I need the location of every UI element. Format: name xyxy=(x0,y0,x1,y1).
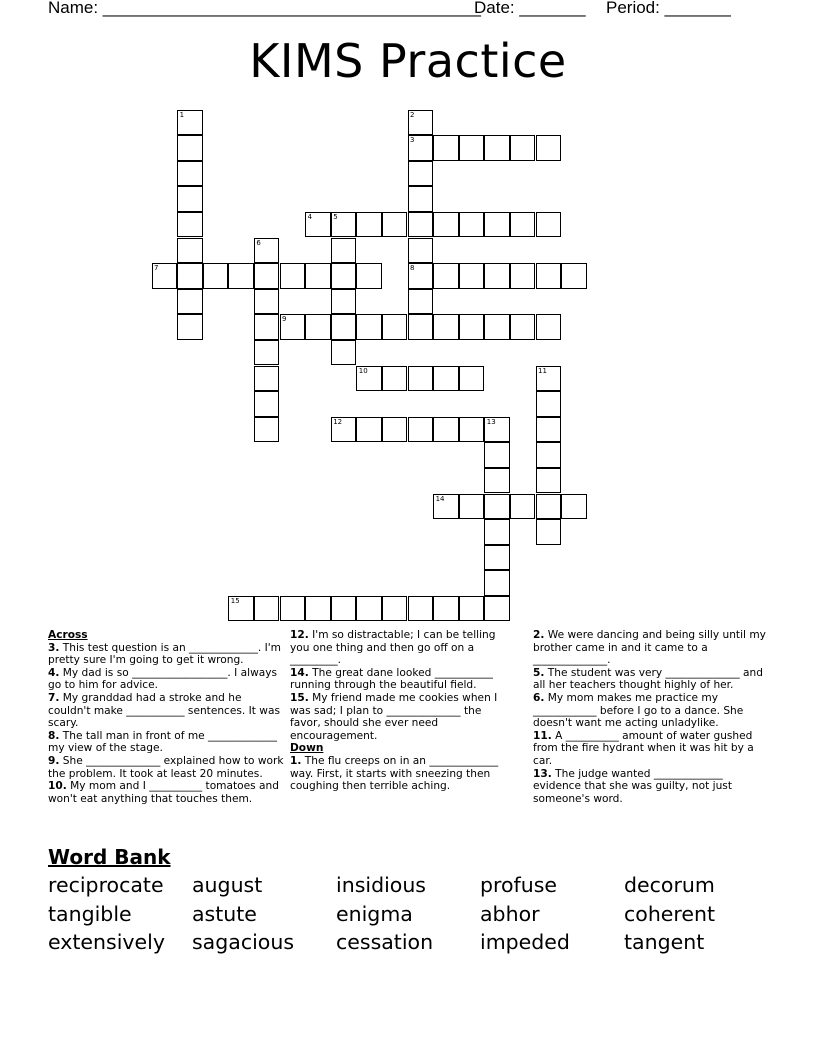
crossword-cell[interactable] xyxy=(536,314,562,340)
crossword-cell[interactable] xyxy=(484,212,510,238)
clue-number: 7 xyxy=(154,264,159,273)
crossword-cell[interactable] xyxy=(433,212,459,238)
crossword-cell[interactable] xyxy=(459,596,485,622)
crossword-cell[interactable] xyxy=(510,494,536,520)
crossword-cell[interactable] xyxy=(408,596,434,622)
crossword-cell[interactable] xyxy=(177,135,203,161)
crossword-cell[interactable] xyxy=(254,238,280,264)
crossword-cell[interactable] xyxy=(254,263,280,289)
word-bank-item: profuse xyxy=(480,873,558,897)
crossword-cell[interactable] xyxy=(177,314,203,340)
word-bank-item: insidious xyxy=(336,873,426,897)
crossword-cell[interactable] xyxy=(382,596,408,622)
word-bank-item: reciprocate xyxy=(48,873,164,897)
crossword-cell[interactable] xyxy=(408,238,434,264)
crossword-cell[interactable] xyxy=(408,110,434,136)
clue-number: 9 xyxy=(282,315,287,324)
clue-number: 12 xyxy=(333,417,343,426)
clue-number: 11 xyxy=(538,366,547,375)
page-title: KIMS Practice xyxy=(249,34,567,88)
crossword-cell[interactable] xyxy=(177,186,203,212)
crossword-cell[interactable] xyxy=(331,417,357,443)
clue-number: 8 xyxy=(410,264,415,273)
crossword-cell[interactable] xyxy=(254,391,280,417)
crossword-cell[interactable] xyxy=(408,212,434,238)
crossword-cell[interactable] xyxy=(510,263,536,289)
crossword-cell[interactable] xyxy=(536,494,562,520)
crossword-cell[interactable] xyxy=(484,442,510,468)
crossword-cell[interactable] xyxy=(177,110,203,136)
crossword-cell[interactable] xyxy=(305,212,331,238)
clue-down-13: 13. The judge wanted _____________ evidence that she was guilty, not just someone's word. xyxy=(533,767,732,805)
crossword-cell[interactable] xyxy=(536,135,562,161)
crossword-cell[interactable] xyxy=(536,417,562,443)
crossword-cell[interactable] xyxy=(459,135,485,161)
crossword-cell[interactable] xyxy=(331,314,357,340)
crossword-cell[interactable] xyxy=(484,570,510,596)
crossword-cell[interactable] xyxy=(484,314,510,340)
clue-number: 1 xyxy=(179,110,185,119)
crossword-cell[interactable] xyxy=(331,212,357,238)
word-bank-item: impeded xyxy=(480,930,570,954)
crossword-cell[interactable] xyxy=(408,314,434,340)
word-bank-item: extensively xyxy=(48,930,165,954)
crossword-cell[interactable] xyxy=(228,596,254,622)
crossword-cell[interactable] xyxy=(356,366,382,392)
crossword-cell[interactable] xyxy=(382,417,408,443)
word-bank-item: enigma xyxy=(336,902,413,926)
word-bank-item: august xyxy=(192,873,263,897)
crossword-cell[interactable] xyxy=(459,494,485,520)
crossword-cell[interactable] xyxy=(536,366,562,392)
word-bank-title: Word Bank xyxy=(48,845,171,869)
crossword-cell[interactable] xyxy=(536,442,562,468)
clue-across-8: 8. The tall man in front of me _____________ my view of the stage. xyxy=(48,729,277,755)
crossword-cell[interactable] xyxy=(280,596,306,622)
crossword-cell[interactable] xyxy=(459,212,485,238)
crossword-cell[interactable] xyxy=(433,263,459,289)
crossword-cell[interactable] xyxy=(331,238,357,264)
crossword-cell[interactable] xyxy=(408,263,434,289)
crossword-cell[interactable] xyxy=(484,468,510,494)
clue-across-3: 3. This test question is an _____________. I'm pretty sure I'm going to get it wrong. xyxy=(48,641,281,667)
clue-number: 5 xyxy=(333,212,338,221)
clues-column-3 xyxy=(533,629,767,805)
across-header: Across xyxy=(48,629,88,641)
clue-across-10: 10. My mom and I __________ tomatoes and won't eat anything that touches them. xyxy=(48,780,279,805)
crossword-cell[interactable] xyxy=(433,494,459,520)
crossword-cell[interactable] xyxy=(408,186,434,212)
clue-across-7: 7. My granddad had a stroke and he couldn't make ___________ sentences. It was scary. xyxy=(48,691,280,730)
crossword-cell[interactable] xyxy=(484,417,510,443)
crossword-cell[interactable] xyxy=(561,494,587,520)
crossword-cell[interactable] xyxy=(254,314,280,340)
name-field-label: Name: ________________________________________ xyxy=(48,0,481,17)
crossword-cell[interactable] xyxy=(177,161,203,187)
crossword-cell[interactable] xyxy=(459,263,485,289)
clue-number: 15 xyxy=(230,596,240,605)
crossword-cell[interactable] xyxy=(382,366,408,392)
clue-down-1: 1. The flu creeps on in an _____________ way. First, it starts with sneezing then coughing then terrible aching. xyxy=(290,754,499,793)
crossword-cell[interactable] xyxy=(408,417,434,443)
down-header: Down xyxy=(290,742,324,755)
crossword-cell[interactable] xyxy=(510,135,536,161)
word-bank-item: coherent xyxy=(624,902,716,926)
crossword-cell[interactable] xyxy=(356,596,382,622)
crossword-cell[interactable] xyxy=(152,263,178,289)
crossword-cell[interactable] xyxy=(484,263,510,289)
crossword-cell[interactable] xyxy=(331,340,357,366)
clues-column-2 xyxy=(290,629,514,793)
crossword-cell[interactable] xyxy=(254,289,280,315)
crossword-cell[interactable] xyxy=(408,161,434,187)
clue-number: 3 xyxy=(410,136,415,145)
clue-across-9: 9. She ______________ explained how to work the problem. It took at least 20 minutes. xyxy=(48,754,284,780)
crossword-cell[interactable] xyxy=(177,238,203,264)
crossword-cell[interactable] xyxy=(356,314,382,340)
crossword-cell[interactable] xyxy=(177,289,203,315)
clue-number: 13 xyxy=(486,417,496,426)
crossword-cell[interactable] xyxy=(356,212,382,238)
crossword-cell[interactable] xyxy=(536,519,562,545)
crossword-cell[interactable] xyxy=(280,314,306,340)
clue-down-2: 2. We were dancing and being silly until my brother came in and it came to a ______________. xyxy=(533,629,766,667)
clue-down-11: 11. A __________ amount of water gushed from the fire hydrant when it was hit by a car. xyxy=(533,729,754,767)
clues-column-1 xyxy=(48,629,284,805)
crossword-cell[interactable] xyxy=(331,263,357,289)
clue-across-12: 12. I'm so distractable; I can be telling you one thing and then go off on a _________. xyxy=(290,629,496,667)
clue-down-6: 6. My mom makes me practice my ____________ before I go to a dance. She doesn't want me acting unladylike. xyxy=(533,691,744,730)
crossword-cell[interactable] xyxy=(280,263,306,289)
crossword-cell[interactable] xyxy=(331,289,357,315)
crossword-cell[interactable] xyxy=(433,135,459,161)
crossword-cell[interactable] xyxy=(254,596,280,622)
crossword-cell[interactable] xyxy=(203,263,229,289)
crossword-cell[interactable] xyxy=(536,468,562,494)
crossword-cell[interactable] xyxy=(433,366,459,392)
crossword-cell[interactable] xyxy=(177,263,203,289)
crossword-cell[interactable] xyxy=(433,417,459,443)
word-bank-item: tangible xyxy=(48,902,132,926)
crossword-cell[interactable] xyxy=(356,263,382,289)
word-bank-item: decorum xyxy=(624,873,715,897)
crossword-cell[interactable] xyxy=(408,135,434,161)
period-field-label: Period: _______ xyxy=(606,0,731,17)
clue-number: 4 xyxy=(307,212,313,221)
crossword-cell[interactable] xyxy=(254,340,280,366)
clue-number: 2 xyxy=(410,110,415,119)
crossword-cell[interactable] xyxy=(331,596,357,622)
crossword-cell[interactable] xyxy=(459,366,485,392)
crossword-cell[interactable] xyxy=(484,519,510,545)
word-bank-item: abhor xyxy=(480,902,540,926)
crossword-cell[interactable] xyxy=(484,494,510,520)
crossword-cell[interactable] xyxy=(305,263,331,289)
crossword-cell[interactable] xyxy=(228,263,254,289)
word-bank-item: sagacious xyxy=(192,930,294,954)
clue-down-5: 5. The student was very ______________ and all her teachers thought highly of her. xyxy=(533,666,763,692)
crossword-cell[interactable] xyxy=(305,596,331,622)
crossword-cell[interactable] xyxy=(382,314,408,340)
clue-number: 10 xyxy=(358,366,368,375)
crossword-cell[interactable] xyxy=(433,314,459,340)
crossword-cell[interactable] xyxy=(459,417,485,443)
crossword-cell[interactable] xyxy=(459,314,485,340)
clue-across-15: 15. My friend made me cookies when I was sad; I plan to ______________ the favor, should she ever need encouragement. xyxy=(290,691,498,742)
clue-across-4: 4. My dad is so __________________. I always go to him for advice. xyxy=(48,666,278,692)
date-field-label: Date: _______ xyxy=(474,0,586,17)
word-bank-item: cessation xyxy=(336,930,434,954)
crossword-cell[interactable] xyxy=(536,263,562,289)
crossword-cell[interactable] xyxy=(408,366,434,392)
clue-number: 6 xyxy=(256,238,261,247)
crossword-cell[interactable] xyxy=(510,212,536,238)
crossword-cell[interactable] xyxy=(254,366,280,392)
crossword-cell[interactable] xyxy=(536,212,562,238)
crossword-cell[interactable] xyxy=(484,596,510,622)
word-bank-item: astute xyxy=(192,902,257,926)
crossword-cell[interactable] xyxy=(408,289,434,315)
crossword-cell[interactable] xyxy=(536,391,562,417)
crossword-cell[interactable] xyxy=(510,314,536,340)
crossword-cell[interactable] xyxy=(254,417,280,443)
clue-number: 14 xyxy=(435,494,445,503)
crossword-cell[interactable] xyxy=(382,212,408,238)
crossword-cell[interactable] xyxy=(561,263,587,289)
crossword-cell[interactable] xyxy=(433,596,459,622)
crossword-cell[interactable] xyxy=(484,545,510,571)
crossword-cell[interactable] xyxy=(177,212,203,238)
crossword-cell[interactable] xyxy=(484,135,510,161)
clue-across-14: 14. The great dane looked ___________ running through the beautiful field. xyxy=(290,666,493,692)
crossword-cell[interactable] xyxy=(305,314,331,340)
word-bank-item: tangent xyxy=(624,930,705,954)
crossword-cell[interactable] xyxy=(356,417,382,443)
